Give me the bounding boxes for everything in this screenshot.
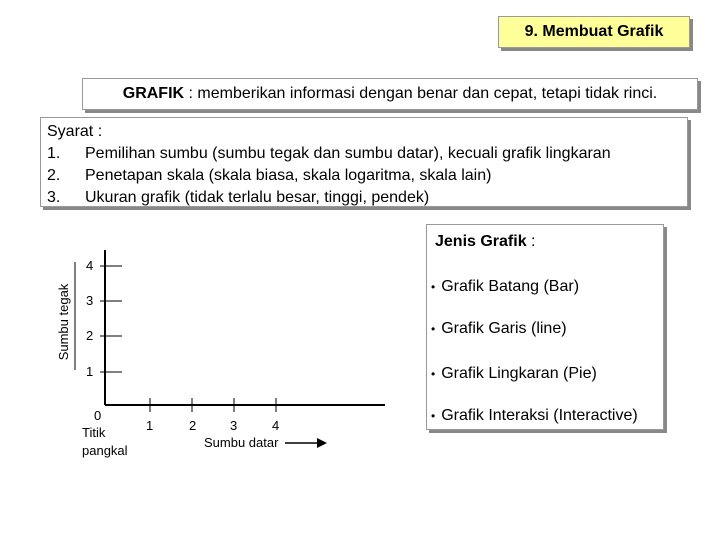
chart-type-item xyxy=(431,278,579,296)
y-tick-label: 3 xyxy=(86,293,94,308)
requirement-number: 2. xyxy=(47,167,61,184)
chart-types-heading-suffix: : xyxy=(526,233,536,250)
chart-types-heading xyxy=(435,233,536,251)
definition-term: GRAFIK xyxy=(122,85,185,102)
requirements-heading-label: Syarat xyxy=(47,123,94,140)
chart-type-item xyxy=(431,407,638,425)
chart-type-item xyxy=(431,365,597,383)
bullet-icon: • xyxy=(431,322,436,336)
requirement-number: 3. xyxy=(47,189,61,206)
requirements-heading-suffix: : xyxy=(93,123,103,140)
slide-title: 9. Membuat Grafik xyxy=(498,16,690,48)
y-axis-label: Sumbu tegak xyxy=(56,283,71,361)
chart-type-label: Grafik Batang (Bar) xyxy=(441,278,580,295)
chart-type-item xyxy=(431,320,567,338)
origin-label-line2: pangkal xyxy=(82,443,128,458)
requirement-number: 1. xyxy=(47,145,61,162)
y-tick-label: 2 xyxy=(86,328,94,343)
requirement-text: Ukuran grafik (tidak terlalu besar, tinggi, pendek) xyxy=(85,189,430,206)
chart-type-label: Grafik Garis (line) xyxy=(441,320,567,337)
y-tick-label: 4 xyxy=(86,258,94,273)
chart-types-box xyxy=(426,224,664,430)
bullet-icon: • xyxy=(431,280,436,294)
x-axis-label: Sumbu datar xyxy=(204,435,279,450)
origin-value: 0 xyxy=(94,408,102,423)
bullet-icon: • xyxy=(431,367,436,381)
bullet-icon: • xyxy=(431,409,436,423)
x-tick-label: 2 xyxy=(189,418,197,433)
requirement-text: Pemilihan sumbu (sumbu tegak dan sumbu datar), kecuali grafik lingkaran xyxy=(85,145,611,162)
definition-text: : memberikan informasi dengan benar dan cepat, tetapi tidak rinci. xyxy=(184,85,658,102)
x-tick-label: 1 xyxy=(146,418,154,433)
origin-label-line1: Titik xyxy=(82,425,106,440)
requirement-text: Penetapan skala (skala biasa, skala logaritma, skala lain) xyxy=(85,167,492,184)
chart-types-heading-label: Jenis Grafik xyxy=(435,233,527,250)
chart-type-label: Grafik Lingkaran (Pie) xyxy=(441,365,597,382)
x-tick-label: 4 xyxy=(272,418,280,433)
y-tick-label: 1 xyxy=(86,364,94,379)
x-tick-label: 3 xyxy=(230,418,238,433)
chart-type-label: Grafik Interaksi (Interactive) xyxy=(441,407,638,424)
